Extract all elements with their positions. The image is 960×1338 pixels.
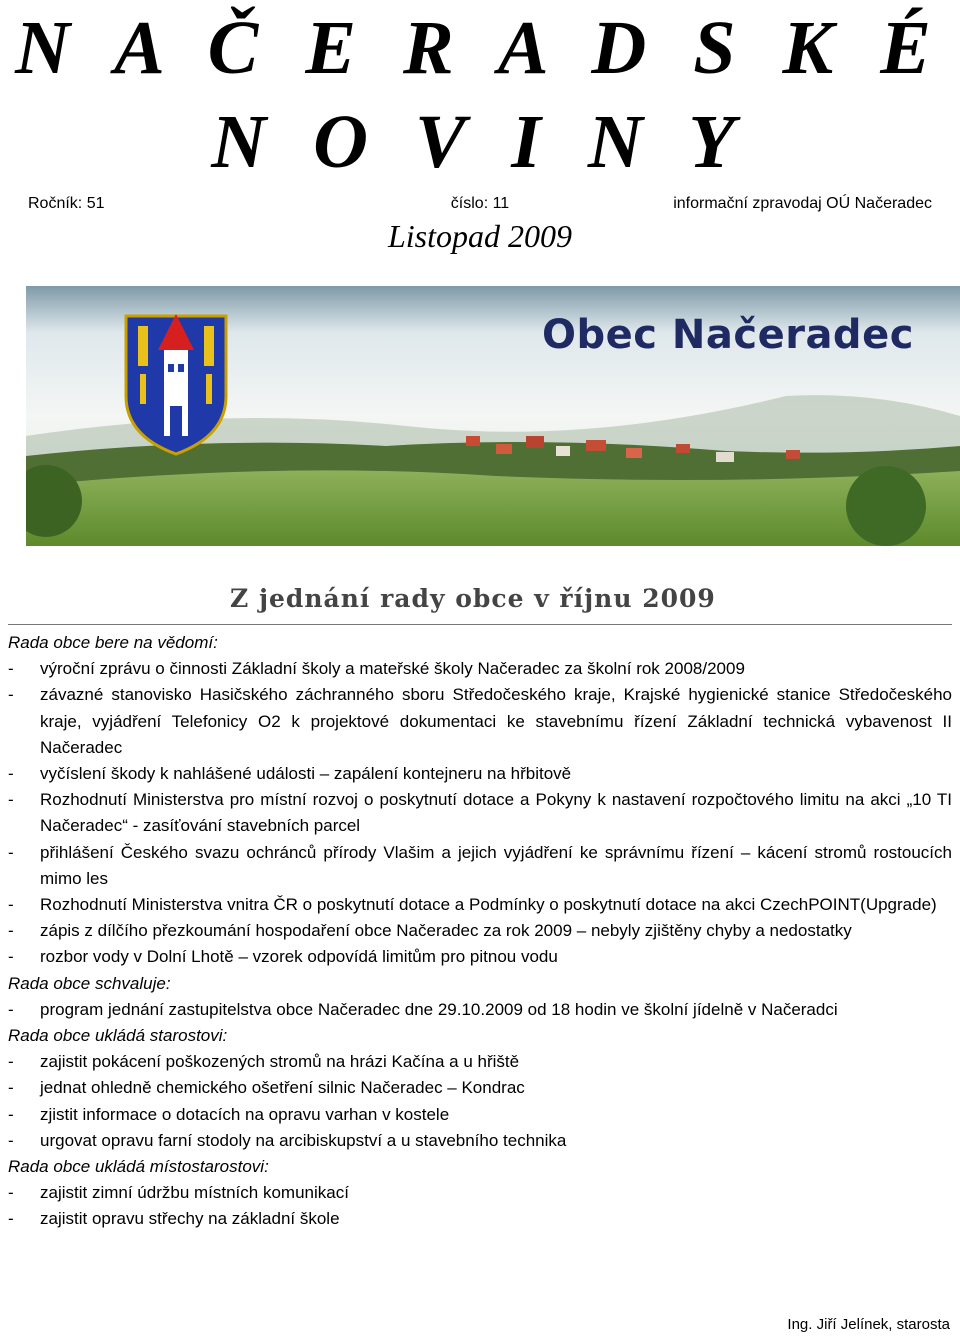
list-item: - jednat ohledně chemického ošetření silnic Načeradec – Kondrac — [8, 1075, 952, 1101]
issue-date: Listopad 2009 — [387, 218, 573, 254]
deputy-tasks-list — [8, 1180, 952, 1232]
group-label-noted: Rada obce bere na vědomí: — [8, 633, 218, 652]
noted-list — [8, 656, 952, 970]
list-item: - závazné stanovisko Hasičského záchranného sboru Středočeského kraje, Krajské hygienické stanice Středočeského kraje, vyjádření Telefonicy O2 k projektové dokumentaci ke stavebnímu řízení Základní technická vybavenost II Načeradec — [8, 682, 952, 761]
list-item: - zajistit pokácení poškozených stromů na hrázi Kačína a u hřiště — [8, 1049, 952, 1075]
approved-list — [8, 997, 952, 1023]
list-item: - zajistit zimní údržbu místních komunikací — [8, 1180, 952, 1206]
group-label-approved: Rada obce schvaluje: — [8, 973, 171, 993]
issue-number: číslo: 11 — [450, 195, 510, 212]
publisher-info: informační zpravodaj OÚ Načeradec — [673, 195, 932, 212]
village-banner — [26, 286, 960, 546]
list-item: - zajistit opravu střechy na základní škole — [8, 1206, 952, 1232]
masthead-title-line2: N O V I N Y — [211, 100, 749, 184]
list-item: - vyčíslení škody k nahlášené události – zapálení kontejneru na hřbitově — [8, 761, 952, 787]
heading-divider — [8, 624, 952, 625]
list-item: - rozbor vody v Dolní Lhotě – vzorek odpovídá limitům pro pitnou vodu — [8, 944, 952, 970]
article-body — [8, 630, 952, 1233]
list-item: - urgovat opravu farní stodoly na arcibiskupství a u stavebního technika — [8, 1128, 952, 1154]
volume-label: Ročník: 51 — [28, 195, 105, 212]
list-item: - Rozhodnutí Ministerstva vnitra ČR o poskytnutí dotace a Podmínky o poskytnutí dotace na akci CzechPOINT(Upgrade) — [8, 892, 952, 918]
masthead-title-line1: N A Č E R A D S K É — [15, 6, 945, 90]
list-item: - zjistit informace o dotacích na opravu varhan v kostele — [8, 1102, 952, 1128]
mayor-tasks-list — [8, 1049, 952, 1154]
group-label-mayor-tasks: Rada obce ukládá starostovi: — [8, 1026, 228, 1046]
signature: Ing. Jiří Jelínek, starosta — [787, 1316, 950, 1333]
banner-title: Obec Načeradec — [542, 312, 914, 358]
list-item: - přihlášení Českého svazu ochránců přírody Vlašim a jejich vyjádření ke správnímu řízení – kácení stromů rostoucích mimo les — [8, 840, 952, 892]
list-item: - Rozhodnutí Ministerstva pro místní rozvoj o poskytnutí dotace a Pokyny k nastavení rozpočtového limitu na akci „10 TI Načeradec“ - zasíťování stavebních parcel — [8, 787, 952, 839]
group-label-deputy-tasks: Rada obce ukládá místostarostovi: — [8, 1157, 269, 1177]
list-item: - zápis z dílčího přezkoumání hospodaření obce Načeradec za rok 2009 – nebyly zjištěny chyby a nedostatky — [8, 918, 952, 944]
list-item: - výroční zprávu o činnosti Základní školy a mateřské školy Načeradec za školní rok 2008/2009 — [8, 656, 952, 682]
article-heading: Z jednání rady obce v říjnu 2009 — [230, 584, 716, 613]
coat-of-arms-emblem — [126, 314, 226, 454]
list-item: - program jednání zastupitelstva obce Načeradec dne 29.10.2009 od 18 hodin ve školní jídelně v Načeradci — [8, 997, 952, 1023]
